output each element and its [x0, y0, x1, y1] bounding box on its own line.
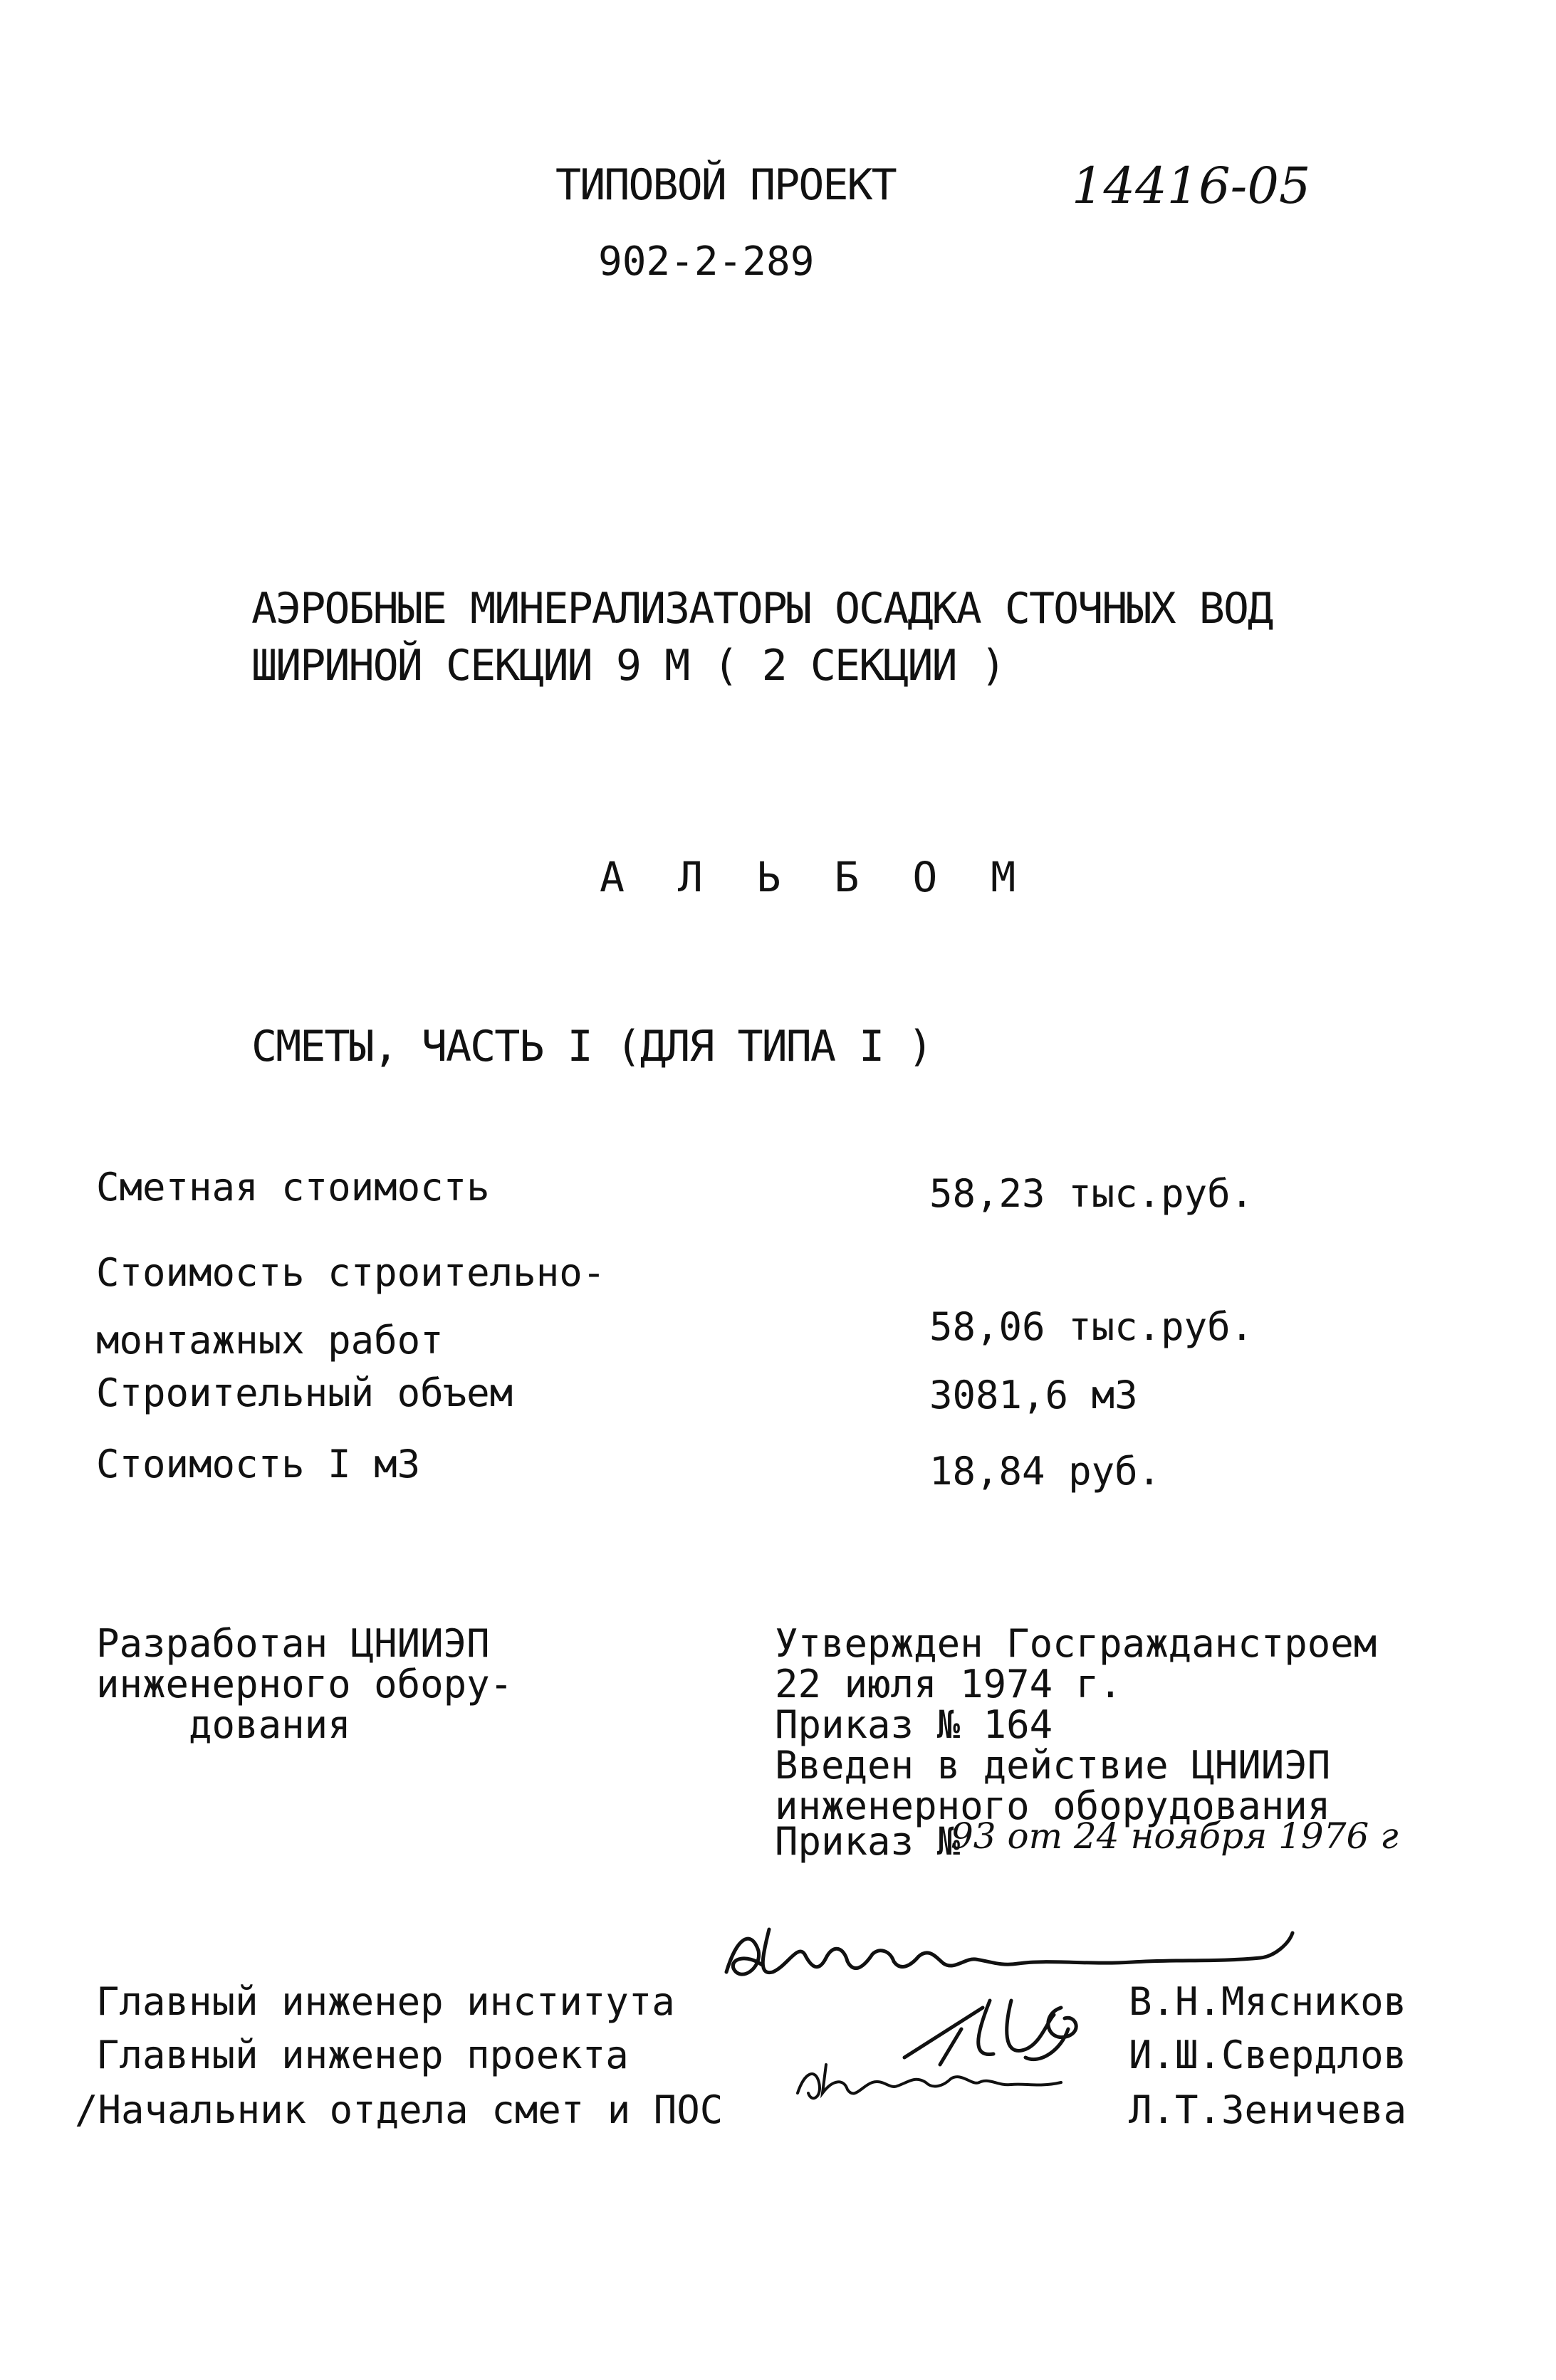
cost-value: 58,06 тыс.руб.: [929, 1304, 1254, 1349]
cost-label: Сметная стоимость: [96, 1165, 490, 1210]
cost-value: 58,23 тыс.руб.: [929, 1171, 1254, 1216]
approval-block: Утвержден Госгражданстроем 22 июля 1974 г. Приказ № 164 Введен в действие ЦНИИЭП инженерного оборудования: [775, 1621, 1377, 1828]
approval-order-prefix: Приказ №: [775, 1819, 961, 1864]
signature-role: Главный инженер проекта: [96, 2033, 629, 2077]
cost-value: 18,84 руб.: [929, 1449, 1161, 1494]
album-label: А Л Ь Б О М: [600, 853, 1030, 901]
cost-label: Строительный объем: [96, 1370, 513, 1415]
cost-label: Стоимость строительно- монтажных работ: [96, 1250, 606, 1363]
signature-name: В.Н.Мясников: [1129, 1979, 1407, 2024]
inventory-number: 14416-05: [1072, 157, 1311, 215]
title-line-1: АЭРОБНЫЕ МИНЕРАЛИЗАТОРЫ ОСАДКА СТОЧНЫХ ВОД: [251, 584, 1273, 634]
signature-role: /Начальник отдела смет и ПОС: [75, 2087, 724, 2132]
signature-name: И.Ш.Свердлов: [1129, 2033, 1407, 2077]
signature-name: Л.Т.Зеничева: [1129, 2087, 1407, 2132]
signature-head-department: [790, 2050, 1075, 2107]
cost-label: Стоимость I м3: [96, 1442, 421, 1487]
estimates-subtitle: СМЕТЫ, ЧАСТЬ I (ДЛЯ ТИПА I ): [251, 1022, 932, 1071]
project-number: 902-2-289: [598, 238, 815, 285]
approval-order-handwritten: 93 от 24 ноября 1976 г: [951, 1815, 1399, 1857]
project-title: ТИПОВОЙ ПРОЕКТ: [555, 160, 896, 210]
signature-role: Главный инженер института: [96, 1979, 675, 2024]
cost-value: 3081,6 м3: [929, 1373, 1138, 1417]
title-line-2: ШИРИНОЙ СЕКЦИИ 9 М ( 2 СЕКЦИИ ): [251, 641, 1005, 691]
developer-block: Разработан ЦНИИЭП инженерного обору- дования: [96, 1621, 513, 1747]
